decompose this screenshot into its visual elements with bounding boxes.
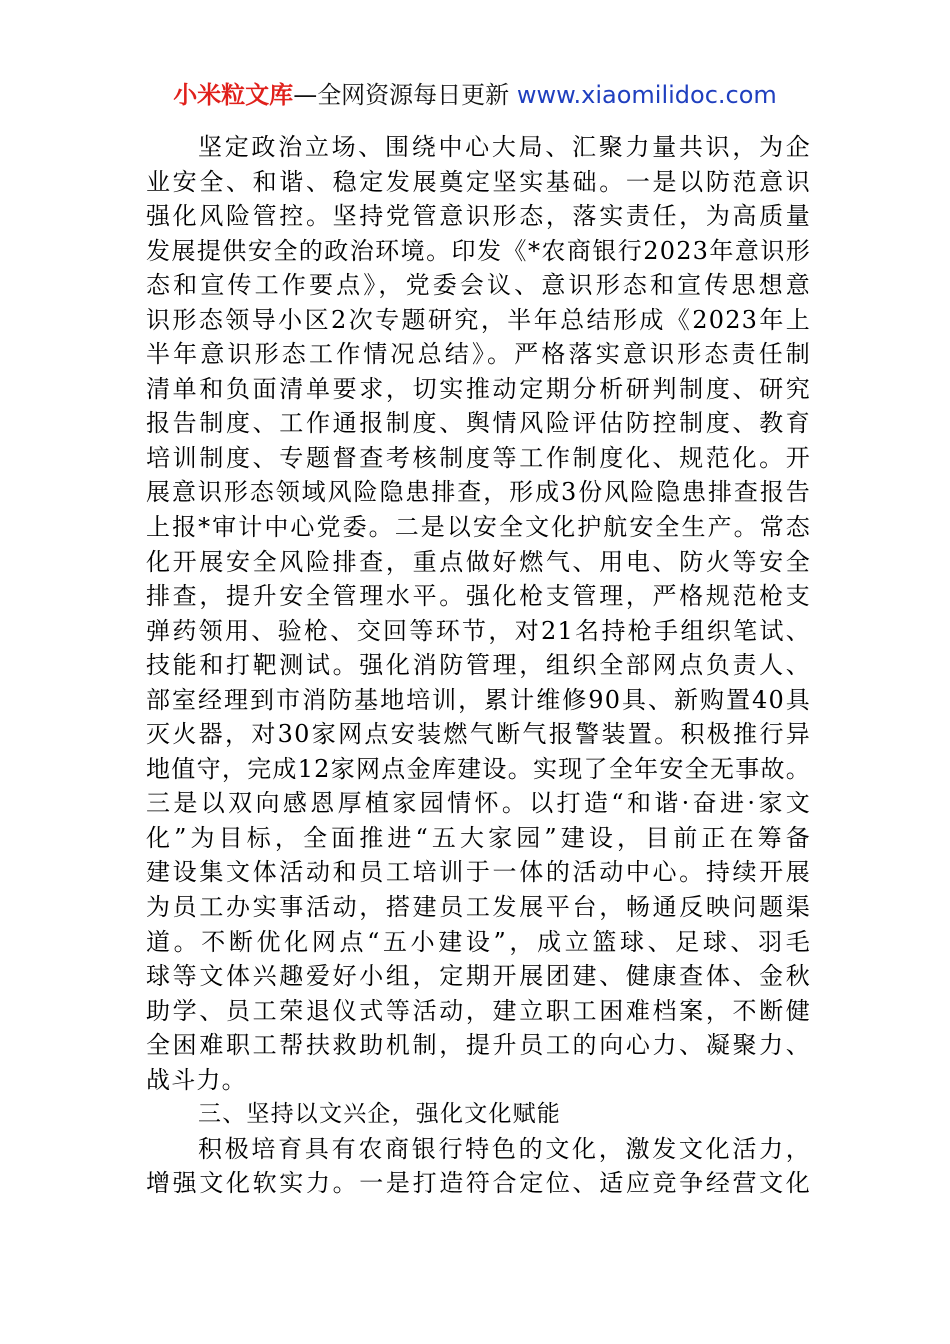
- paragraph-line: 灭火器，对30家网点安装燃气断气报警装置。积极推行异: [146, 720, 811, 749]
- header-tagline: —全网资源每日更新: [293, 81, 510, 109]
- brand-name: 小米粒文库: [173, 81, 294, 109]
- paragraph-line: 化开展安全风险排查，重点做好燃气、用电、防火等安全: [146, 547, 811, 576]
- paragraph-line: 助学、员工荣退仪式等活动，建立职工困难档案，不断健: [146, 996, 811, 1025]
- paragraph-line: 弹药领用、验枪、交回等环节，对21名持枪手组织笔试、: [146, 616, 811, 645]
- paragraph-line: 技能和打靶测试。强化消防管理，组织全部网点负责人、: [146, 651, 811, 680]
- paragraph-line: 识形态领导小区2次专题研究，半年总结形成《2023年上: [146, 305, 811, 334]
- document-body: [146, 130, 811, 1201]
- paragraph-line: 地值守，完成12家网点金库建设。实现了全年安全无事故。: [146, 754, 811, 783]
- paragraph-line: 球等文体兴趣爱好小组，定期开展团建、健康查体、金秋: [146, 962, 811, 991]
- paragraph-line: 强化风险管控。坚持党管意识形态，落实责任，为高质量: [146, 202, 811, 231]
- paragraph-line: 半年意识形态工作情况总结》。严格落实意识形态责任制: [146, 340, 811, 369]
- paragraph-line: 业安全、和谐、稳定发展奠定坚实基础。一是以防范意识: [146, 167, 811, 196]
- section-heading: 三、坚持以文兴企，强化文化赋能: [198, 1101, 561, 1128]
- paragraph-line: 道。不断优化网点“五小建设”，成立篮球、足球、羽毛: [146, 927, 811, 956]
- paragraph-line: 上报*审计中心党委。二是以安全文化护航安全生产。常态: [146, 513, 811, 542]
- paragraph-line: 三是以双向感恩厚植家园情怀。以打造“和谐·奋进·家文: [146, 789, 811, 818]
- paragraph-line: 为员工办实事活动，搭建员工发展平台，畅通反映问题渠: [146, 893, 811, 922]
- paragraph-line: 清单和负面清单要求，切实推动定期分析研判制度、研究: [146, 374, 811, 403]
- paragraph-line: 报告制度、工作通报制度、舆情风险评估防控制度、教育: [146, 409, 811, 438]
- paragraph-line: 发展提供安全的政治环境。印发《*农商银行2023年意识形: [146, 236, 811, 265]
- paragraph-line: 积极培育具有农商银行特色的文化，激发文化活力，: [198, 1134, 811, 1163]
- watermark-header: [0, 78, 950, 112]
- paragraph-line: 建设集文体活动和员工培训于一体的活动中心。持续开展: [146, 858, 811, 887]
- paragraph-line: 态和宣传工作要点》，党委会议、意识形态和宣传思想意: [146, 271, 811, 300]
- paragraph-line: 化”为目标，全面推进“五大家园”建设，目前正在筹备: [146, 823, 811, 852]
- paragraph-line: 培训制度、专题督查考核制度等工作制度化、规范化。开: [146, 443, 811, 472]
- paragraph-line: 展意识形态领域风险隐患排查，形成3份风险隐患排查报告: [146, 478, 811, 507]
- paragraph-line: 排查，提升安全管理水平。强化枪支管理，严格规范枪支: [146, 582, 811, 611]
- paragraph-line: 全困难职工帮扶救助机制，提升员工的向心力、凝聚力、: [146, 1031, 811, 1060]
- paragraph-line: 增强文化软实力。一是打造符合定位、适应竞争经营文化: [146, 1169, 811, 1198]
- paragraph-line: 部室经理到市消防基地培训，累计维修90具、新购置40具: [146, 685, 811, 714]
- site-url-link[interactable]: www.xiaomilidoc.com: [516, 81, 777, 109]
- paragraph-line: 战斗力。: [146, 1065, 247, 1094]
- paragraph-line: 坚定政治立场、围绕中心大局、汇聚力量共识，为企: [198, 133, 811, 161]
